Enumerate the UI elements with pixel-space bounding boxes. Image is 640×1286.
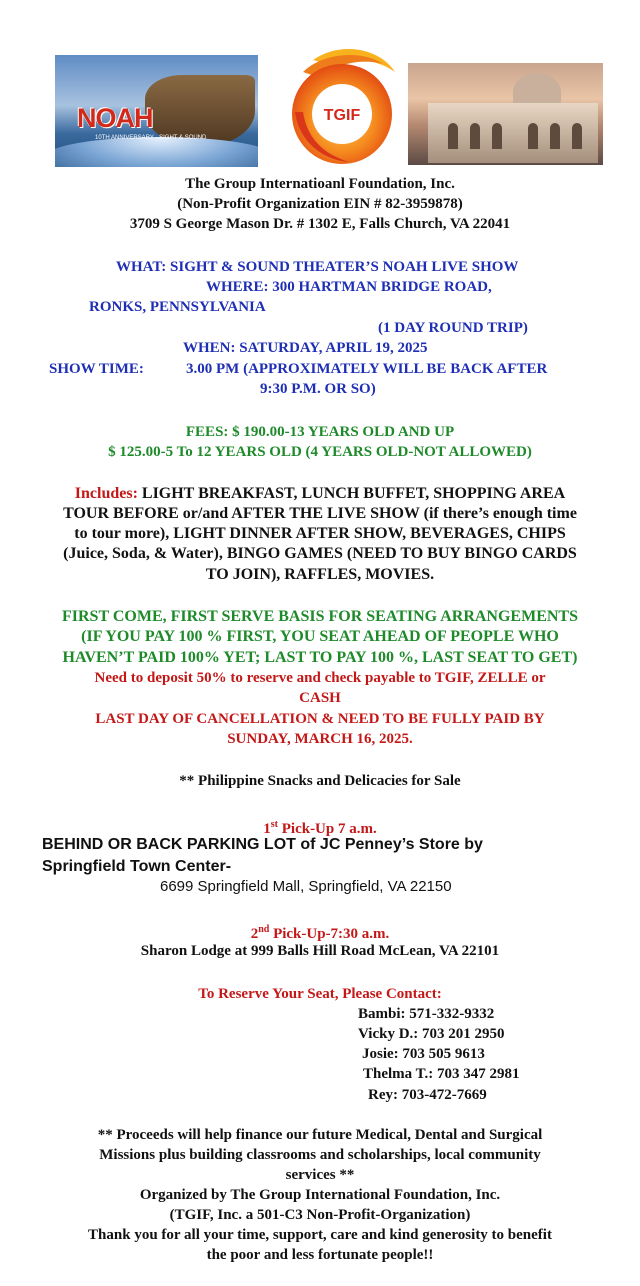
includes-line4: (Juice, Soda, & Water), BINGO GAMES (NEED TO BUY BINGO CARDS xyxy=(63,545,577,562)
pickup1-time: Pick-Up 7 a.m. xyxy=(277,821,377,837)
contact-rey: Rey: 703-472-7669 xyxy=(368,1087,487,1103)
fees-child: $ 125.00-5 To 12 YEARS OLD (4 YEARS OLD-NOT ALLOWED) xyxy=(108,444,532,460)
footer-line1: ** Proceeds will help finance our future Medical, Dental and Surgical xyxy=(97,1127,543,1143)
contact-thelma: Thelma T.: 703 347 2981 xyxy=(363,1066,520,1082)
wave-shape xyxy=(55,137,258,167)
window-shape xyxy=(470,123,480,149)
pickup1-address: 6699 Springfield Mall, Springfield, VA 22150 xyxy=(160,878,452,895)
seating-line2: (IF YOU PAY 100 % FIRST, YOU SEAT AHEAD OF PEOPLE WHO xyxy=(81,628,559,645)
pickup2-time: Pick-Up-7:30 a.m. xyxy=(269,926,390,942)
deposit-line1: Need to deposit 50% to reserve and check payable to TGIF, ZELLE or xyxy=(94,670,546,686)
contact-josie: Josie: 703 505 9613 xyxy=(362,1046,485,1062)
snacks-note: ** Philippine Snacks and Delicacies for Sale xyxy=(179,773,461,789)
fees-adult: FEES: $ 190.00-13 YEARS OLD AND UP xyxy=(185,424,455,440)
footer-thanks-line2: the poor and less fortunate people!! xyxy=(206,1247,434,1263)
contacts-heading: To Reserve Your Seat, Please Contact: xyxy=(198,986,442,1002)
event-where-line1: WHERE: 300 HARTMAN BRIDGE ROAD, xyxy=(206,279,492,295)
org-name: The Group Internatioanl Foundation, Inc. xyxy=(185,176,455,192)
showtime-label: SHOW TIME: xyxy=(49,361,144,377)
footer-organizer: Organized by The Group International Foundation, Inc. xyxy=(139,1187,501,1203)
includes-line3: to tour more), LIGHT DINNER AFTER SHOW, BEVERAGES, CHIPS xyxy=(74,525,566,542)
includes-text-1: LIGHT BREAKFAST, LUNCH BUFFET, SHOPPING AREA xyxy=(137,485,566,502)
pickup1-ordinal: st xyxy=(270,819,278,830)
tgif-logo-text: TGIF xyxy=(323,107,361,124)
pickup1-number: 1 xyxy=(263,821,271,837)
showtime-line1: 3.00 PM (APPROXIMATELY WILL BE BACK AFTER xyxy=(186,361,548,377)
pickup1-line1: BEHIND OR BACK PARKING LOT of JC Penney’s Store by xyxy=(42,836,483,853)
includes-line5: TO JOIN), RAFFLES, MOVIES. xyxy=(205,566,435,583)
seating-line1: FIRST COME, FIRST SERVE BASIS FOR SEATING ARRANGEMENTS xyxy=(62,608,578,625)
footer-line2: Missions plus building classrooms and scholarships, local community xyxy=(99,1147,541,1163)
window-shape xyxy=(572,123,582,149)
window-shape xyxy=(448,123,458,149)
event-when: WHEN: SATURDAY, APRIL 19, 2025 xyxy=(183,340,428,356)
showtime-line2: 9:30 P.M. OR SO) xyxy=(260,381,376,397)
org-address: 3709 S George Mason Dr. # 1302 E, Falls Church, VA 22041 xyxy=(129,216,511,232)
noah-show-image xyxy=(55,55,258,167)
includes-line1 xyxy=(0,484,640,504)
seating-line3: HAVEN’T PAID 100% YET; LAST TO PAY 100 %, LAST SEAT TO GET) xyxy=(62,649,578,666)
window-shape xyxy=(492,123,502,149)
tgif-logo-icon xyxy=(283,42,401,166)
pickup2-ordinal: nd xyxy=(258,924,270,935)
event-what: WHAT: SIGHT & SOUND THEATER’S NOAH LIVE SHOW xyxy=(116,259,519,275)
cancellation-line1: LAST DAY OF CANCELLATION & NEED TO BE FULLY PAID BY xyxy=(95,711,545,727)
pickup1-line2: Springfield Town Center- xyxy=(42,858,232,875)
pickup2-address: Sharon Lodge at 999 Balls Hill Road McLean, VA 22101 xyxy=(140,943,500,959)
noah-image-subtitle: 10TH ANNIVERSARY · SIGHT & SOUND xyxy=(95,135,207,141)
includes-label: Includes: xyxy=(74,485,138,502)
contact-bambi: Bambi: 571-332-9332 xyxy=(358,1006,495,1022)
org-ein: (Non-Profit Organization EIN # 82-3959878) xyxy=(177,196,463,212)
event-trip-type: (1 DAY ROUND TRIP) xyxy=(378,320,528,336)
footer-thanks-line1: Thank you for all your time, support, care and kind generosity to benefit xyxy=(88,1227,552,1243)
footer-line3: services ** xyxy=(285,1167,355,1183)
cancellation-line2: SUNDAY, MARCH 16, 2025. xyxy=(227,731,413,747)
deposit-line2: CASH xyxy=(299,690,341,706)
event-where-line2: RONKS, PENNSYLVANIA xyxy=(89,299,266,315)
window-shape xyxy=(550,123,560,149)
venue-building-image xyxy=(408,63,603,165)
window-shape xyxy=(528,123,538,149)
noah-image-title: NOAH xyxy=(77,103,153,133)
contact-vicky: Vicky D.: 703 201 2950 xyxy=(358,1026,505,1042)
includes-line2: TOUR BEFORE or/and AFTER THE LIVE SHOW (if there’s enough time xyxy=(63,505,577,522)
pickup2-number: 2 xyxy=(250,926,259,942)
footer-nonprofit: (TGIF, Inc. a 501-C3 Non-Profit-Organization) xyxy=(169,1207,471,1223)
